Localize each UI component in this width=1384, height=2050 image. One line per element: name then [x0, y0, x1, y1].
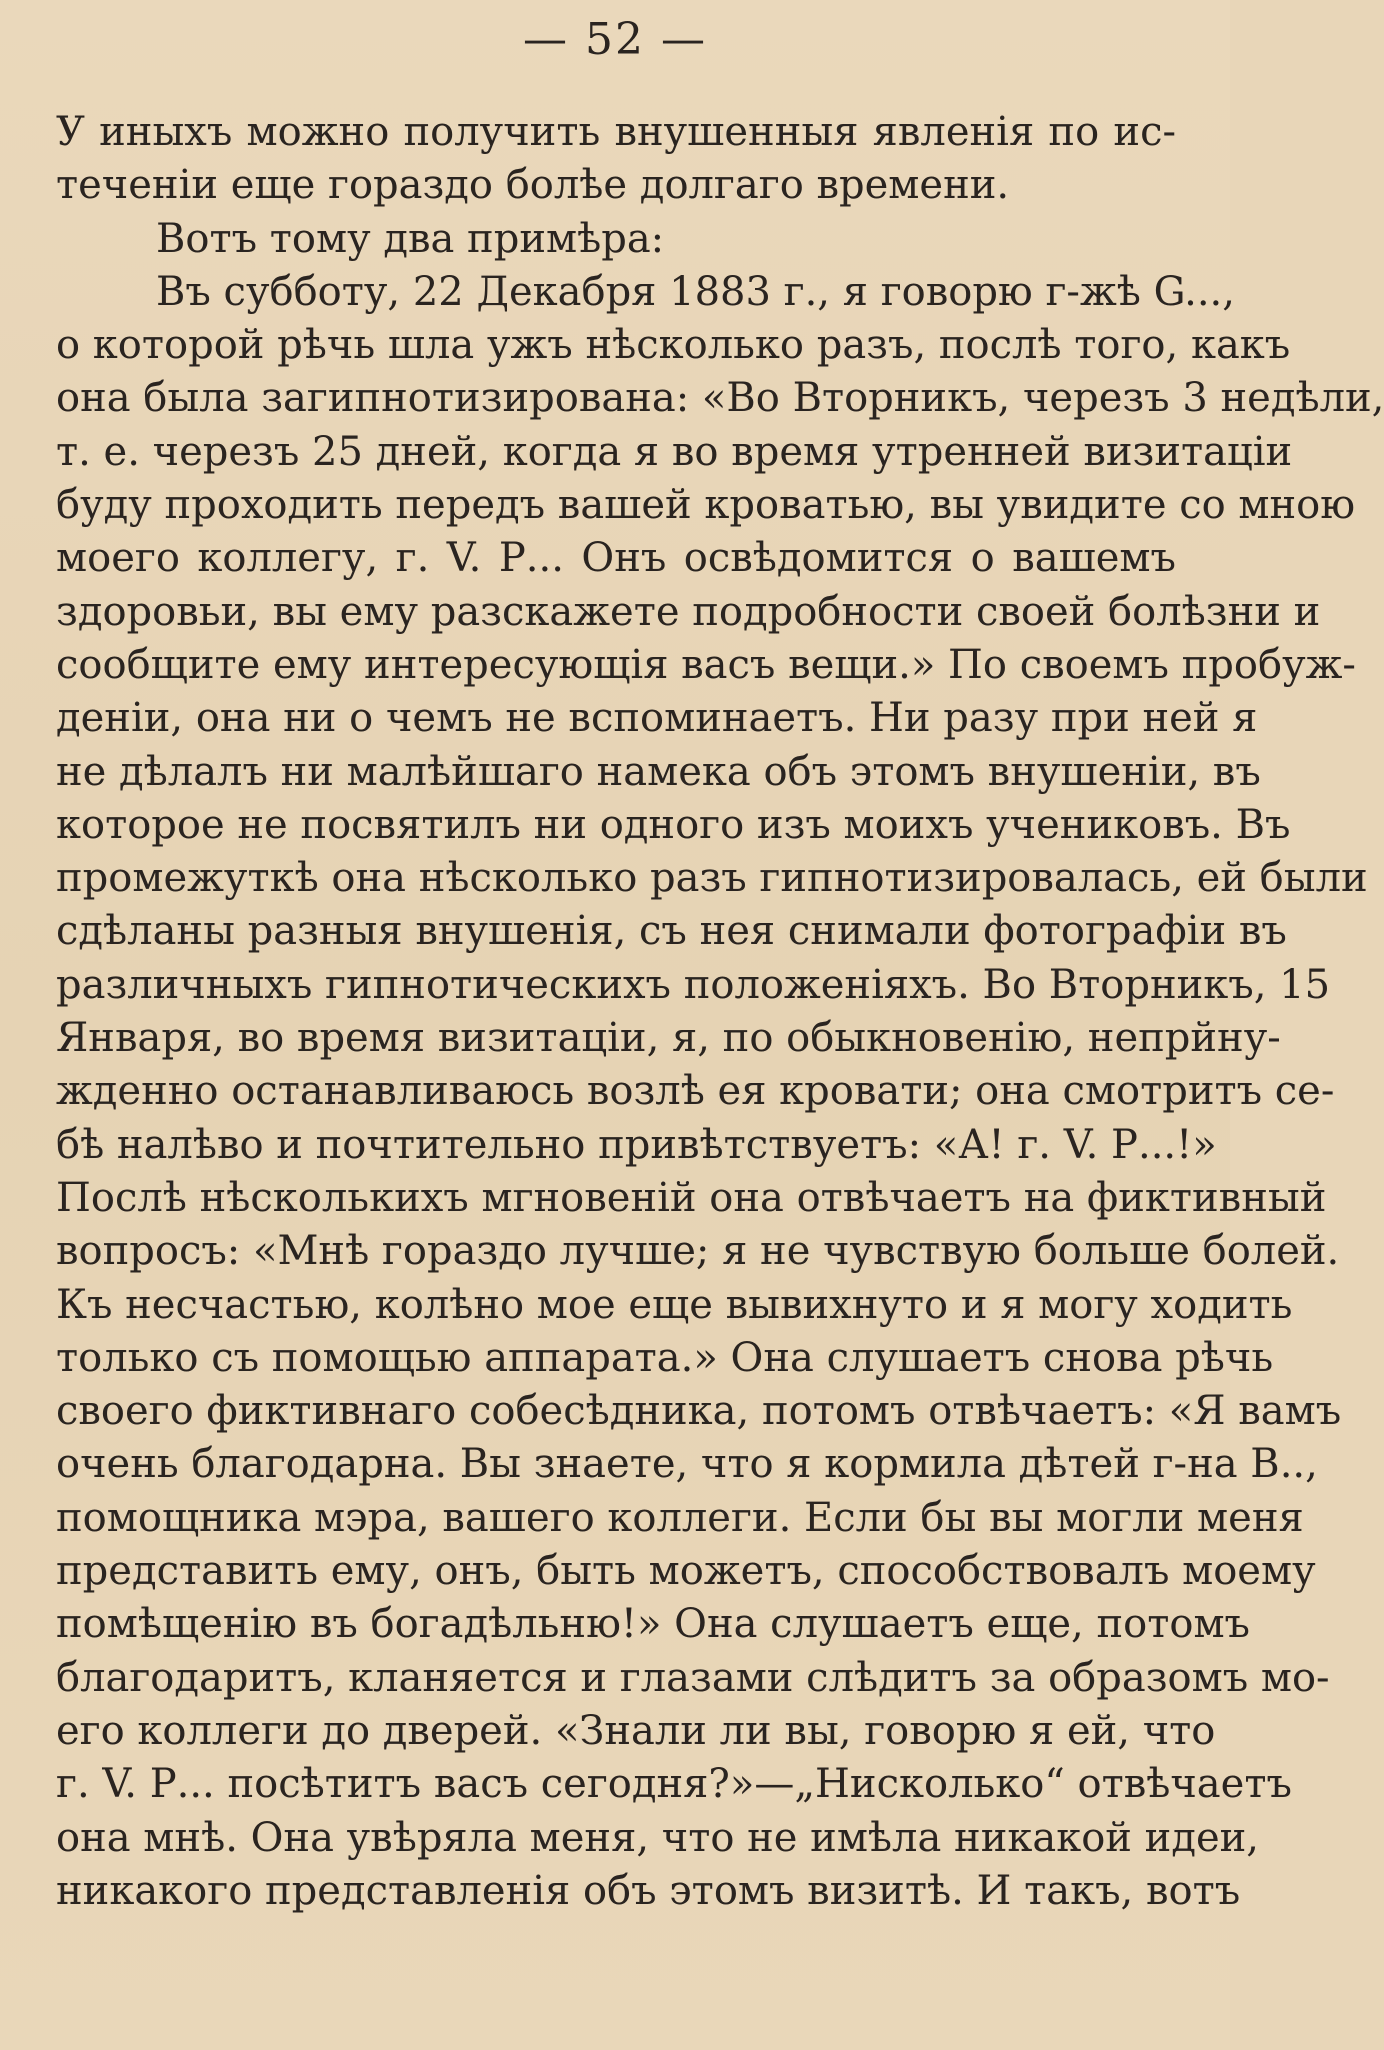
text-line: здоровьи, вы ему разскажете подробности своей болѣзни и: [56, 588, 1321, 635]
text-line: помощника мэра, вашего коллеги. Если бы вы могли меня: [56, 1494, 1304, 1541]
text-line: Въ субботу, 22 Декабря 1883 г., я говорю г-жѣ G...,: [156, 268, 1235, 315]
text-line: У иныхъ можно получить внушенныя явленія по ис-: [56, 109, 1176, 155]
text-line: Вотъ тому два примѣра:: [156, 215, 665, 262]
text-line: она была загипнотизирована: «Во Вторникъ, черезъ 3 недѣли,: [56, 375, 1384, 422]
text-line: она мнѣ. Она увѣряла меня, что не имѣла никакой идеи,: [56, 1814, 1259, 1861]
text-line: бѣ налѣво и почтительно привѣтствуетъ: «А! г. V. Р...!»: [56, 1121, 1217, 1168]
text-line: только съ помощью аппарата.» Она слушаетъ снова рѣчь: [56, 1334, 1274, 1381]
text-line: которое не посвятилъ ни одного изъ моихъ учениковъ. Въ: [56, 801, 1291, 848]
body-text: [56, 106, 1384, 1918]
text-line: никакого представленія объ этомъ визитѣ. И такъ, вотъ: [56, 1867, 1241, 1914]
text-line: промежуткѣ она нѣсколько разъ гипнотизировалась, ей были: [56, 855, 1368, 902]
text-line: помѣщенію въ богадѣльню!» Она слушаетъ еще, потомъ: [56, 1601, 1251, 1648]
text-line: о которой рѣчь шла ужъ нѣсколько разъ, послѣ того, какъ: [56, 322, 1291, 369]
text-line: теченіи еще гораздо болѣе долгаго времени.: [56, 162, 1010, 209]
text-line: его коллеги до дверей. «Знали ли вы, говорю я ей, что: [56, 1707, 1216, 1754]
text-line: представить ему, онъ, быть можетъ, способствовалъ моему: [56, 1548, 1316, 1595]
text-line: деніи, она ни о чемъ не вспоминаетъ. Ни разу при ней я: [56, 695, 1258, 742]
text-line: Января, во время визитаціи, я, по обыкновенію, непрйну-: [56, 1015, 1281, 1062]
text-line: не дѣлалъ ни малѣйшаго намека объ этомъ внушеніи, въ: [56, 748, 1261, 795]
text-line: Къ несчастью, колѣно мое еще вывихнуто и я могу ходить: [56, 1281, 1293, 1328]
page-number: — 52 —: [523, 14, 707, 65]
text-line: моего коллегу, г. V. Р... Онъ освѣдомится о вашемъ: [56, 535, 1176, 582]
text-line: г. V. Р... посѣтитъ васъ сегодня?»—„Нисколько“ отвѣчаетъ: [56, 1761, 1292, 1808]
text-line: жденно останавливаюсь возлѣ ея кровати; она смотритъ се-: [56, 1068, 1335, 1115]
text-line: сдѣланы разныя внушенія, съ нея снимали фотографіи въ: [56, 908, 1287, 955]
text-line: Послѣ нѣсколькихъ мгновеній она отвѣчаетъ на фиктивный: [56, 1174, 1327, 1221]
text-line: буду проходить передъ вашей кроватью, вы увидите со мною: [56, 482, 1356, 529]
text-line: вопросъ: «Мнѣ гораздо лучше; я не чувствую больше болей.: [56, 1228, 1340, 1275]
text-line: различныхъ гипнотическихъ положеніяхъ. Во Вторникъ, 15: [56, 961, 1331, 1008]
text-line: сообщите ему интересующія васъ вещи.» По своемъ пробуж-: [56, 641, 1356, 688]
text-line: т. е. черезъ 25 дней, когда я во время утренней визитаціи: [56, 428, 1293, 475]
text-line: очень благодарна. Вы знаете, что я кормила дѣтей г-на В..,: [56, 1441, 1318, 1488]
text-line: благодаритъ, кланяется и глазами слѣдитъ за образомъ мо-: [56, 1654, 1330, 1701]
text-line: своего фиктивнаго собесѣдника, потомъ отвѣчаетъ: «Я вамъ: [56, 1388, 1342, 1435]
